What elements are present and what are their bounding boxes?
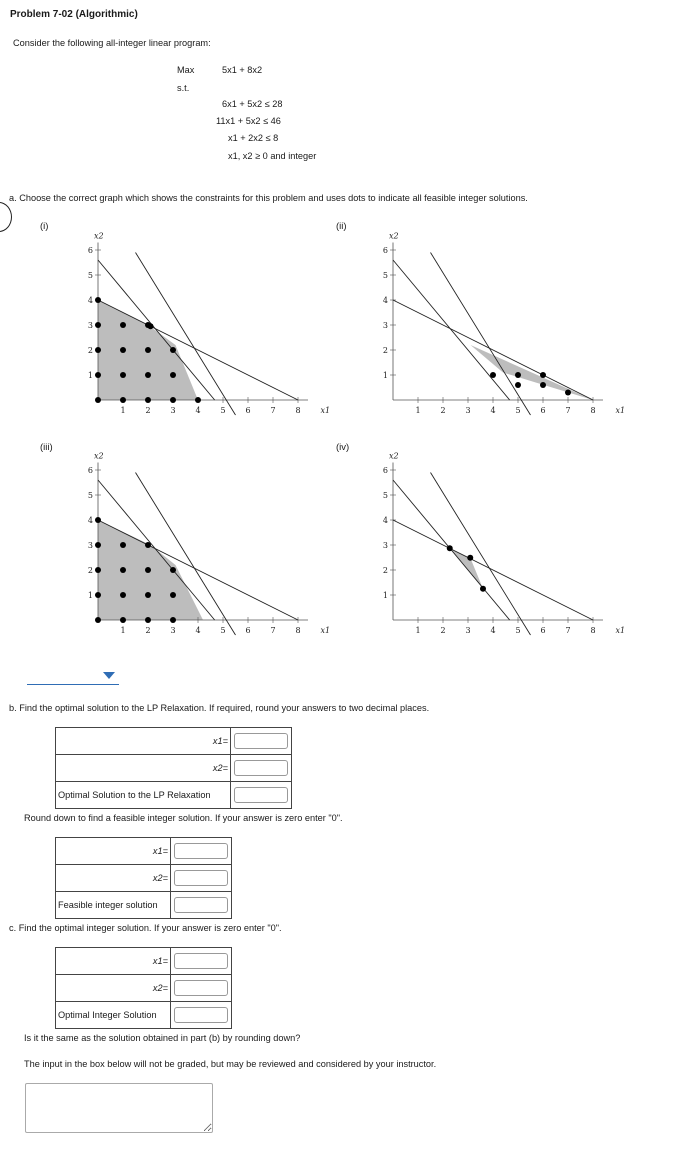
- x2-cell: [231, 755, 292, 782]
- integer-point: [95, 347, 101, 353]
- x-tick-label: 7: [565, 406, 571, 415]
- nonnegativity-constraint: x1, x2 ≥ 0 and integer: [228, 151, 317, 161]
- integer-point: [95, 592, 101, 598]
- integer-point: [565, 390, 571, 396]
- x-tick-label: 7: [270, 406, 276, 415]
- x-tick-label: 2: [145, 406, 151, 415]
- integer-point: [145, 372, 151, 378]
- optimal-integer-table: [55, 947, 232, 1029]
- x2-label: x2=: [56, 755, 231, 782]
- x-tick-label: 3: [170, 406, 176, 415]
- optimal-caption: Optimal Integer Solution: [56, 1002, 171, 1029]
- x-axis-label: x1: [320, 406, 331, 415]
- y-tick-label: 2: [87, 346, 93, 355]
- feasible-region: [471, 345, 594, 400]
- integer-point: [467, 555, 473, 561]
- x-tick-label: 3: [465, 626, 471, 635]
- integer-point: [170, 592, 176, 598]
- y-tick-label: 6: [87, 466, 93, 475]
- y-axis-label: x2: [94, 231, 104, 241]
- integer-point: [170, 372, 176, 378]
- x-axis-label: x1: [615, 626, 626, 635]
- constraint-1: 6x1 + 5x2 ≤ 28: [222, 99, 283, 109]
- intro-text: Consider the following all-integer linear program:: [13, 38, 211, 48]
- y-tick-label: 5: [87, 491, 93, 500]
- x-tick-label: 1: [415, 626, 421, 635]
- y-tick-label: 6: [87, 246, 93, 255]
- chart-svg-iii: [70, 452, 330, 642]
- integer-point: [120, 347, 126, 353]
- x-tick-label: 6: [540, 626, 546, 635]
- integer-point: [480, 586, 486, 592]
- lp-x2-input[interactable]: [234, 760, 288, 776]
- x-axis-label: x1: [320, 626, 331, 635]
- caption-cell: [171, 892, 232, 919]
- y-tick-label: 2: [87, 566, 93, 575]
- round-down-instruction: Round down to find a feasible integer solution. If your answer is zero enter "0".: [24, 813, 343, 823]
- x-tick-label: 4: [490, 406, 496, 415]
- y-tick-label: 4: [382, 296, 388, 305]
- graph-label-i: (i): [40, 221, 49, 232]
- y-tick-label: 3: [87, 321, 93, 330]
- x-tick-label: 1: [120, 406, 126, 415]
- y-tick-label: 1: [382, 591, 388, 600]
- constraint-line: [431, 253, 531, 416]
- y-tick-label: 5: [382, 271, 388, 280]
- objective-function: 5x1 + 8x2: [222, 65, 263, 75]
- integer-point: [540, 382, 546, 388]
- integer-point: [145, 567, 151, 573]
- ungraded-note: The input in the box below will not be graded, but may be reviewed and considered by your instructor.: [24, 1059, 437, 1069]
- lp-x1-input[interactable]: [234, 733, 288, 749]
- y-tick-label: 5: [382, 491, 388, 500]
- x-tick-label: 5: [515, 406, 521, 415]
- x2-cell: [171, 865, 232, 892]
- x-tick-label: 2: [440, 626, 446, 635]
- x-tick-label: 7: [565, 626, 571, 635]
- graph-iii[interactable]: [70, 452, 330, 642]
- y-tick-label: 2: [382, 566, 388, 575]
- y-tick-label: 4: [382, 516, 388, 525]
- same-solution-question: Is it the same as the solution obtained in part (b) by rounding down?: [24, 1033, 301, 1043]
- y-axis-label: x2: [389, 451, 399, 461]
- y-axis-label: x2: [94, 451, 104, 461]
- integer-point: [120, 592, 126, 598]
- part-a-question: a. Choose the correct graph which shows the constraints for this problem and uses dots to indicate all feasible integer solutions.: [9, 193, 528, 203]
- x-tick-label: 3: [170, 626, 176, 635]
- x2-label: x2=: [56, 975, 171, 1002]
- optimal-x1-input[interactable]: [174, 953, 228, 969]
- integer-point: [95, 297, 101, 303]
- feasible-x1-input[interactable]: [174, 843, 228, 859]
- integer-point: [95, 542, 101, 548]
- x1-cell: [171, 838, 232, 865]
- integer-point: [170, 347, 176, 353]
- integer-point: [120, 322, 126, 328]
- integer-point: [145, 397, 151, 403]
- integer-point: [540, 372, 546, 378]
- integer-point: [95, 517, 101, 523]
- y-tick-label: 3: [382, 541, 388, 550]
- y-tick-label: 6: [382, 466, 388, 475]
- x-tick-label: 1: [415, 406, 421, 415]
- constraint-line: [393, 300, 593, 400]
- feasible-objective-input[interactable]: [174, 897, 228, 913]
- x-tick-label: 2: [440, 406, 446, 415]
- x-tick-label: 6: [245, 626, 251, 635]
- lp-relaxation-caption: Optimal Solution to the LP Relaxation: [56, 782, 231, 809]
- y-tick-label: 4: [87, 516, 93, 525]
- st-label: s.t.: [177, 83, 190, 93]
- constraint-2: 11x1 + 5x2 ≤ 46: [216, 116, 281, 126]
- y-tick-label: 3: [382, 321, 388, 330]
- integer-point: [120, 567, 126, 573]
- x1-cell: [231, 728, 292, 755]
- integer-point: [148, 323, 154, 329]
- integer-point: [515, 382, 521, 388]
- constraint-line: [393, 520, 593, 620]
- x-tick-label: 8: [590, 406, 596, 415]
- graph-label-iv: (iv): [336, 442, 350, 453]
- integer-point: [95, 567, 101, 573]
- part-b-question: b. Find the optimal solution to the LP Relaxation. If required, round your answers to two decimal places.: [9, 703, 430, 713]
- y-tick-label: 1: [87, 371, 93, 380]
- x-tick-label: 5: [220, 406, 226, 415]
- x-axis-label: x1: [615, 406, 626, 415]
- x-tick-label: 4: [490, 626, 496, 635]
- constraint-line: [431, 473, 531, 636]
- x-tick-label: 4: [195, 406, 201, 415]
- integer-point: [95, 617, 101, 623]
- chevron-down-icon: [103, 672, 115, 679]
- y-tick-label: 1: [87, 591, 93, 600]
- integer-point: [95, 322, 101, 328]
- optimal-x2-input[interactable]: [174, 980, 228, 996]
- x-tick-label: 3: [465, 406, 471, 415]
- integer-point: [195, 397, 201, 403]
- comment-textarea[interactable]: [25, 1083, 213, 1133]
- optimal-objective-input[interactable]: [174, 1007, 228, 1023]
- integer-point: [120, 372, 126, 378]
- x-tick-label: 7: [270, 626, 276, 635]
- integer-point: [120, 617, 126, 623]
- x1-cell: [171, 948, 232, 975]
- caption-cell: [231, 782, 292, 809]
- integer-point: [145, 592, 151, 598]
- integer-point: [145, 617, 151, 623]
- x-tick-label: 8: [295, 406, 301, 415]
- lp-relaxation-table: [55, 727, 292, 809]
- integer-point: [95, 372, 101, 378]
- x-tick-label: 2: [145, 626, 151, 635]
- chart-svg-iv: [365, 452, 625, 642]
- integer-point: [145, 542, 151, 548]
- integer-point: [447, 545, 453, 551]
- constraint-line: [393, 260, 510, 400]
- y-tick-label: 6: [382, 246, 388, 255]
- y-tick-label: 5: [87, 271, 93, 280]
- x2-label: x2=: [56, 865, 171, 892]
- graph-label-ii: (ii): [336, 221, 347, 232]
- chart-svg-i: [70, 232, 330, 422]
- integer-point: [120, 542, 126, 548]
- x-tick-label: 5: [515, 626, 521, 635]
- integer-point: [145, 347, 151, 353]
- integer-point: [170, 617, 176, 623]
- integer-point: [95, 397, 101, 403]
- x-tick-label: 5: [220, 626, 226, 635]
- x1-label: x1=: [56, 948, 171, 975]
- y-tick-label: 3: [87, 541, 93, 550]
- x-tick-label: 8: [295, 626, 301, 635]
- graph-iv[interactable]: [365, 452, 625, 642]
- x2-cell: [171, 975, 232, 1002]
- integer-point: [515, 372, 521, 378]
- max-label: Max: [177, 65, 195, 75]
- graph-i[interactable]: [70, 232, 330, 422]
- lp-objective-input[interactable]: [234, 787, 288, 803]
- problem-title: Problem 7-02 (Algorithmic): [10, 9, 138, 20]
- x-tick-label: 4: [195, 626, 201, 635]
- x-tick-label: 6: [540, 406, 546, 415]
- graph-choice-dropdown[interactable]: [27, 660, 119, 685]
- part-c-question: c. Find the optimal integer solution. If your answer is zero enter "0".: [9, 923, 282, 933]
- y-tick-label: 1: [382, 371, 388, 380]
- y-tick-label: 2: [382, 346, 388, 355]
- y-tick-label: 4: [87, 296, 93, 305]
- graph-label-iii: (iii): [40, 442, 53, 453]
- constraint-3: x1 + 2x2 ≤ 8: [228, 133, 279, 143]
- question-marker: [0, 202, 12, 232]
- chart-svg-ii: [365, 232, 625, 422]
- integer-point: [170, 397, 176, 403]
- x-tick-label: 8: [590, 626, 596, 635]
- x1-label: x1=: [56, 728, 231, 755]
- integer-point: [170, 567, 176, 573]
- integer-point: [120, 397, 126, 403]
- caption-cell: [171, 1002, 232, 1029]
- feasible-caption: Feasible integer solution: [56, 892, 171, 919]
- x-tick-label: 6: [245, 406, 251, 415]
- feasible-x2-input[interactable]: [174, 870, 228, 886]
- feasible-integer-table: [55, 837, 232, 919]
- graph-ii[interactable]: [365, 232, 625, 422]
- x-tick-label: 1: [120, 626, 126, 635]
- integer-point: [490, 372, 496, 378]
- y-axis-label: x2: [389, 231, 399, 241]
- x1-label: x1=: [56, 838, 171, 865]
